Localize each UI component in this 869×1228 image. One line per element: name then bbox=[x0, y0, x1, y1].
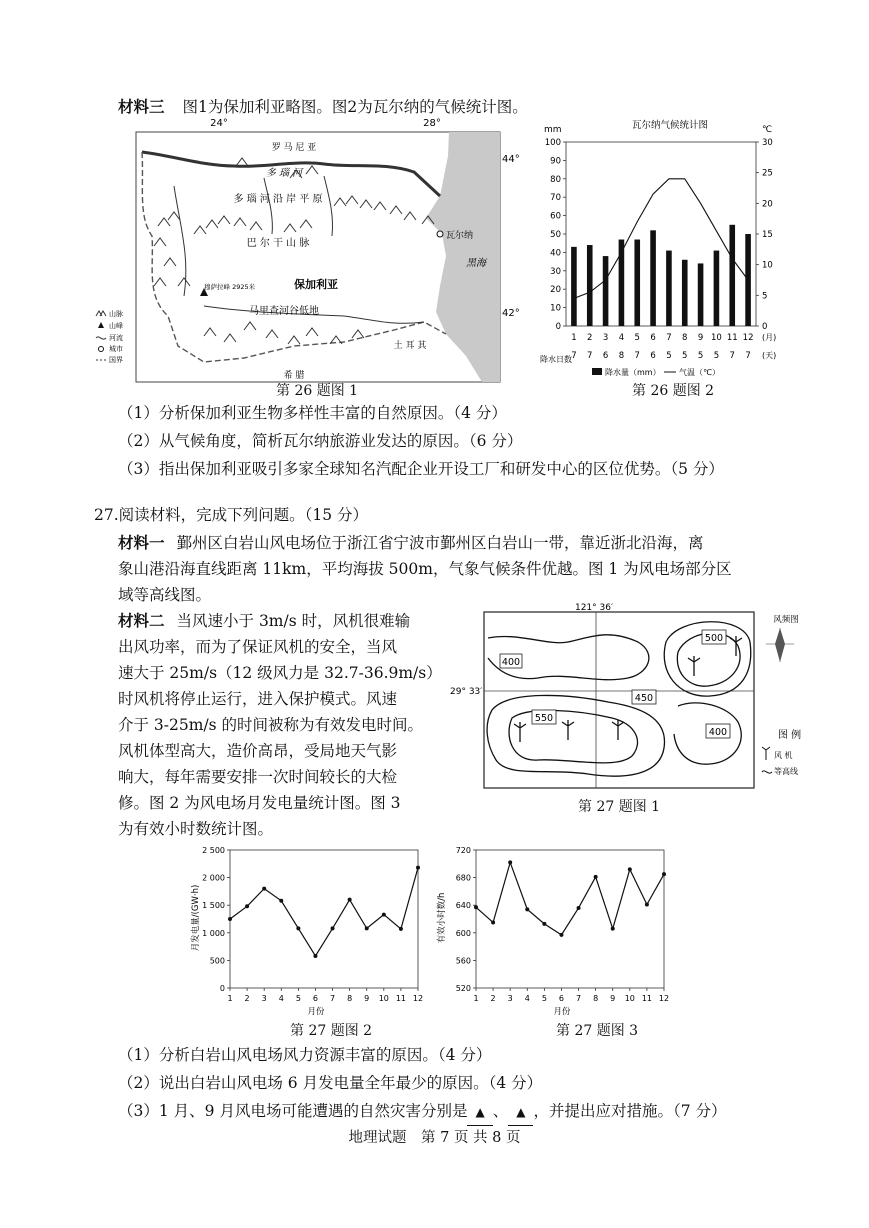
left-tick-label: 30 bbox=[550, 266, 561, 277]
rain-days-label: 降水日数 bbox=[540, 355, 572, 364]
left-tick-label: 20 bbox=[550, 285, 561, 296]
data-point bbox=[474, 905, 478, 909]
q26-item-1: （1）分析保加利亚生物多样性丰富的自然原因。（4 分） bbox=[118, 404, 507, 422]
material-2-line: 风机体型高大，造价高昂，受局地天气影 bbox=[118, 742, 398, 760]
gen-xlabel: 月份 bbox=[307, 1007, 325, 1017]
rain-days-unit: (天) bbox=[762, 351, 777, 360]
material-1-text-1: 鄞州区白岩山风电场位于浙江省宁波市鄞州区白岩山一带，靠近浙北沿海，离 bbox=[176, 534, 704, 552]
caption-27-3: 第 27 题图 3 bbox=[556, 1023, 639, 1039]
svg-text:城市: 城市 bbox=[109, 345, 123, 353]
x-tick-label: 3 bbox=[507, 994, 513, 1003]
y-tick-label: 1 000 bbox=[202, 928, 225, 938]
y-tick-label: 640 bbox=[455, 901, 471, 911]
data-point bbox=[296, 926, 300, 930]
answer-blank-1[interactable]: ▲ bbox=[467, 1099, 492, 1126]
material-1-line-2: 象山港沿海直线距离 11km，平均海拔 500m，气象气候条件优越。图 1 为风电场部分区 bbox=[118, 560, 732, 578]
rain-days-value: 7 bbox=[729, 351, 735, 361]
y-tick-label: 2 500 bbox=[202, 846, 225, 855]
hours-series-line bbox=[476, 862, 664, 934]
right-tick-label: 15 bbox=[762, 230, 773, 240]
climate-chart-title: 瓦尔纳气候统计图 bbox=[631, 120, 709, 131]
left-unit-label: mm bbox=[544, 125, 562, 135]
label-danube-plain: 多 瑙 河 沿 岸 平 原 bbox=[233, 194, 323, 205]
label-danube: 多 瑙 河 bbox=[265, 168, 303, 179]
month-label: 2 bbox=[587, 333, 593, 343]
month-label: 7 bbox=[666, 333, 672, 343]
lat-label-bottom: 42° bbox=[502, 308, 520, 319]
rain-bar bbox=[587, 245, 593, 326]
left-tick-label: 80 bbox=[550, 174, 561, 185]
rain-days-value: 6 bbox=[650, 351, 656, 361]
y-tick-label: 560 bbox=[455, 956, 471, 966]
label-peak: 穆萨拉峰 2925米 bbox=[204, 283, 256, 291]
left-tick-label: 100 bbox=[544, 138, 561, 148]
left-tick-label: 50 bbox=[550, 230, 561, 240]
x-tick-label: 12 bbox=[412, 994, 424, 1003]
material-2-line-1: 材料二 当风速小于 3m/s 时，风机很难输 bbox=[118, 611, 411, 630]
map-legend bbox=[96, 309, 123, 364]
contour-label-500: 500 bbox=[704, 633, 724, 644]
material-1-label: 材料一 bbox=[118, 533, 165, 552]
svg-text:国界: 国界 bbox=[109, 356, 123, 364]
y-tick-label: 520 bbox=[455, 984, 471, 993]
month-label: 4 bbox=[618, 333, 625, 343]
label-balkan: 巴 尔 干 山 脉 bbox=[246, 238, 310, 249]
x-tick-label: 1 bbox=[473, 994, 479, 1003]
contour-label-450: 450 bbox=[634, 693, 654, 704]
x-tick-label: 5 bbox=[541, 994, 547, 1003]
material-3-text: 图1为保加利亚略图。图2为瓦尔纳的气候统计图。 bbox=[182, 98, 528, 116]
label-black-sea: 黑海 bbox=[466, 258, 486, 269]
x-tick-label: 5 bbox=[295, 994, 301, 1003]
contour-label-400: 400 bbox=[501, 657, 521, 668]
rain-days-value: 7 bbox=[634, 351, 640, 361]
data-point bbox=[594, 875, 598, 879]
x-tick-label: 6 bbox=[558, 994, 565, 1003]
rain-bar bbox=[729, 225, 735, 326]
legend-turbine-icon bbox=[762, 747, 770, 760]
caption-26-1: 第 26 题图 1 bbox=[276, 383, 359, 399]
month-label: 1 bbox=[571, 333, 577, 343]
rain-days-value: 7 bbox=[587, 351, 593, 361]
rain-days-value: 5 bbox=[666, 351, 672, 361]
material-1-line-3: 域等高线图。 bbox=[118, 586, 212, 604]
data-point bbox=[525, 907, 529, 911]
data-point bbox=[491, 920, 495, 924]
x-tick-label: 7 bbox=[575, 994, 582, 1003]
plot-frame bbox=[476, 850, 664, 988]
right-unit-label: ℃ bbox=[762, 125, 773, 135]
rain-days-value: 5 bbox=[682, 351, 688, 361]
right-tick-label: 10 bbox=[762, 260, 773, 271]
x-tick-label: 12 bbox=[658, 994, 670, 1003]
material-2-line: 时风机将停止运行，进入保护模式。风速 bbox=[118, 690, 398, 708]
x-tick-label: 7 bbox=[329, 994, 336, 1003]
legend-temp-label: 气温（℃） bbox=[679, 368, 720, 377]
rain-bar bbox=[666, 251, 672, 326]
material-2-label: 材料二 bbox=[118, 611, 165, 630]
bulgaria-map bbox=[94, 116, 526, 388]
material-2-line: 响大，每年需要安排一次时间较长的大检 bbox=[118, 768, 398, 786]
x-tick-label: 11 bbox=[641, 994, 653, 1003]
month-label: 12 bbox=[742, 333, 754, 343]
data-point bbox=[559, 933, 563, 937]
answer-blank-2[interactable]: ▲ bbox=[508, 1099, 533, 1126]
x-tick-label: 3 bbox=[261, 994, 267, 1003]
lon-label: 121° 36′ bbox=[574, 603, 614, 613]
q27-item-3: （3）1 月、9 月风电场可能遭遇的自然灾害分别是 ▲ 、 ▲ ，并提出应对措施。（7 分） bbox=[118, 1098, 726, 1126]
x-tick-label: 11 bbox=[395, 994, 407, 1003]
svg-text:山脉: 山脉 bbox=[109, 310, 123, 318]
lat-label: 29° 33′ bbox=[450, 687, 483, 697]
month-label: 11 bbox=[726, 333, 738, 343]
right-tick-label: 25 bbox=[762, 168, 773, 179]
caption-27-1: 第 27 题图 1 bbox=[578, 799, 661, 815]
y-tick-label: 2 000 bbox=[202, 873, 225, 883]
gen-series-line bbox=[230, 868, 418, 956]
legend-bar-swatch bbox=[592, 368, 602, 375]
data-point bbox=[611, 927, 615, 931]
wind-rose-label: 风频图 bbox=[773, 615, 799, 625]
x-tick-label: 10 bbox=[378, 994, 389, 1003]
label-turkey: 土 耳 其 bbox=[393, 341, 427, 351]
x-tick-label: 8 bbox=[593, 994, 599, 1003]
legend-contour-icon bbox=[762, 771, 772, 773]
data-point bbox=[348, 898, 352, 902]
legend-rain-label: 降水量（mm） bbox=[605, 368, 661, 377]
x-tick-label: 9 bbox=[610, 994, 616, 1003]
month-label: 9 bbox=[697, 333, 704, 343]
rain-days-value: 8 bbox=[618, 351, 625, 361]
rain-days-value: 7 bbox=[745, 351, 751, 361]
y-tick-label: 720 bbox=[455, 846, 471, 855]
y-tick-label: 1 500 bbox=[202, 901, 225, 911]
lon-label-left: 24° bbox=[210, 118, 228, 129]
data-point bbox=[382, 913, 386, 917]
data-point bbox=[279, 899, 283, 903]
data-point bbox=[542, 922, 546, 926]
month-unit: (月) bbox=[762, 333, 777, 342]
q27-item-1: （1）分析白岩山风电场风力资源丰富的原因。（4 分） bbox=[118, 1046, 492, 1064]
x-tick-label: 8 bbox=[347, 994, 353, 1003]
x-tick-label: 2 bbox=[244, 994, 250, 1003]
rain-bar bbox=[698, 263, 704, 326]
right-tick-label: 0 bbox=[762, 322, 768, 332]
material-3-label: 材料三 bbox=[118, 97, 165, 116]
data-point bbox=[365, 926, 369, 930]
left-tick-label: 40 bbox=[550, 248, 561, 259]
left-tick-label: 0 bbox=[555, 322, 561, 332]
label-greece: 希 腊 bbox=[283, 371, 305, 381]
data-point bbox=[262, 887, 266, 891]
rain-bar bbox=[634, 240, 640, 326]
data-point bbox=[508, 860, 512, 864]
right-tick-label: 30 bbox=[762, 138, 773, 148]
legend-turbine-label: 风 机 bbox=[774, 751, 793, 760]
hours-xlabel: 月份 bbox=[553, 1007, 571, 1017]
data-point bbox=[416, 866, 420, 870]
plot-frame bbox=[566, 142, 756, 326]
y-tick-label: 0 bbox=[219, 984, 225, 993]
data-point bbox=[399, 927, 403, 931]
left-tick-label: 10 bbox=[550, 303, 561, 314]
right-tick-label: 20 bbox=[762, 199, 773, 210]
rain-days-value: 7 bbox=[571, 351, 577, 361]
wind-rose-icon bbox=[766, 628, 794, 662]
material-1-line-1 bbox=[118, 530, 704, 556]
data-point bbox=[662, 872, 666, 876]
monthly-generation-chart bbox=[186, 838, 426, 1018]
caption-27-2: 第 27 题图 2 bbox=[290, 1023, 373, 1039]
x-tick-label: 6 bbox=[312, 994, 319, 1003]
left-tick-label: 60 bbox=[550, 211, 561, 222]
varna-climate-chart bbox=[536, 116, 804, 384]
y-tick-label: 600 bbox=[455, 928, 471, 938]
q27-title: 27.阅读材料，完成下列问题。（15 分） bbox=[94, 506, 369, 524]
rain-bar bbox=[714, 251, 720, 326]
q26-item-2: （2）从气候角度，简析瓦尔纳旅游业发达的原因。（6 分） bbox=[118, 432, 523, 450]
label-maritsa: 马里查河谷低地 bbox=[249, 306, 319, 317]
data-point bbox=[577, 906, 581, 910]
x-tick-label: 1 bbox=[227, 994, 233, 1003]
svg-text:河流: 河流 bbox=[109, 334, 123, 342]
material-2-line: 修。图 2 为风电场月发电量统计图。图 3 bbox=[118, 794, 401, 812]
rain-bar bbox=[682, 260, 688, 326]
wind-farm-contour-map bbox=[448, 602, 820, 792]
month-label: 6 bbox=[650, 333, 656, 343]
caption-26-2: 第 26 题图 2 bbox=[632, 383, 715, 399]
q27-item-2: （2）说出白岩山风电场 6 月发电量全年最少的原因。（4 分） bbox=[118, 1074, 543, 1092]
rain-bar bbox=[650, 230, 656, 326]
temperature-line bbox=[574, 179, 748, 299]
q26-item-3: （3）指出保加利亚吸引多家全球知名汽配企业开设工厂和研发中心的区位优势。（5 分） bbox=[118, 460, 724, 478]
x-tick-label: 10 bbox=[624, 994, 635, 1003]
rain-days-value: 5 bbox=[697, 351, 704, 361]
page-footer: 地理试题 第 7 页 共 8 页 bbox=[348, 1130, 521, 1146]
left-tick-label: 90 bbox=[550, 156, 561, 167]
month-label: 5 bbox=[634, 333, 640, 343]
material-2-line: 出风功率，而为了保证风机的安全，当风 bbox=[118, 638, 398, 656]
x-tick-label: 2 bbox=[490, 994, 496, 1003]
label-romania: 罗 马 尼 亚 bbox=[271, 143, 317, 153]
contour-label-400b: 400 bbox=[708, 727, 728, 738]
lat-label-top: 44° bbox=[502, 154, 520, 165]
x-tick-label: 4 bbox=[524, 994, 530, 1003]
rain-bar bbox=[745, 234, 751, 326]
month-label: 3 bbox=[602, 333, 609, 343]
rain-bar bbox=[571, 247, 577, 326]
data-point bbox=[245, 904, 249, 908]
rain-days-value: 5 bbox=[713, 351, 720, 361]
lon-label-right: 28° bbox=[423, 118, 441, 129]
data-point bbox=[645, 903, 649, 907]
label-bulgaria: 保加利亚 bbox=[294, 278, 338, 291]
rain-bar bbox=[603, 256, 609, 326]
city-icon bbox=[437, 231, 443, 237]
left-tick-label: 70 bbox=[550, 193, 561, 204]
material-2-line: 速大于 25m/s（12 级风力是 32.7-36.9m/s） bbox=[118, 664, 442, 682]
material-2-line: 为有效小时数统计图。 bbox=[118, 820, 274, 838]
y-tick-label: 680 bbox=[455, 873, 471, 883]
data-point bbox=[313, 954, 317, 958]
rain-days-value: 6 bbox=[602, 351, 609, 361]
data-point bbox=[228, 917, 232, 921]
right-tick-label: 5 bbox=[762, 291, 768, 302]
hours-ylabel: 有效小时数/h bbox=[437, 892, 447, 944]
effective-hours-chart bbox=[432, 838, 672, 1018]
x-tick-label: 9 bbox=[364, 994, 370, 1003]
month-label: 10 bbox=[711, 333, 722, 343]
svg-text:山峰: 山峰 bbox=[109, 322, 123, 330]
legend-title: 图 例 bbox=[778, 730, 802, 741]
label-varna: 瓦尔纳 bbox=[446, 231, 474, 241]
month-label: 8 bbox=[682, 333, 688, 343]
gen-ylabel: 月发电量/(GW·h) bbox=[191, 884, 201, 952]
y-tick-label: 500 bbox=[209, 956, 225, 966]
legend-contour-label: 等高线 bbox=[774, 767, 798, 776]
data-point bbox=[331, 926, 335, 930]
x-tick-label: 4 bbox=[278, 994, 284, 1003]
material-2-line: 介于 3-25m/s 的时间被称为有效发电时间。 bbox=[118, 716, 424, 734]
contour-label-550: 550 bbox=[534, 713, 554, 724]
data-point bbox=[628, 867, 632, 871]
